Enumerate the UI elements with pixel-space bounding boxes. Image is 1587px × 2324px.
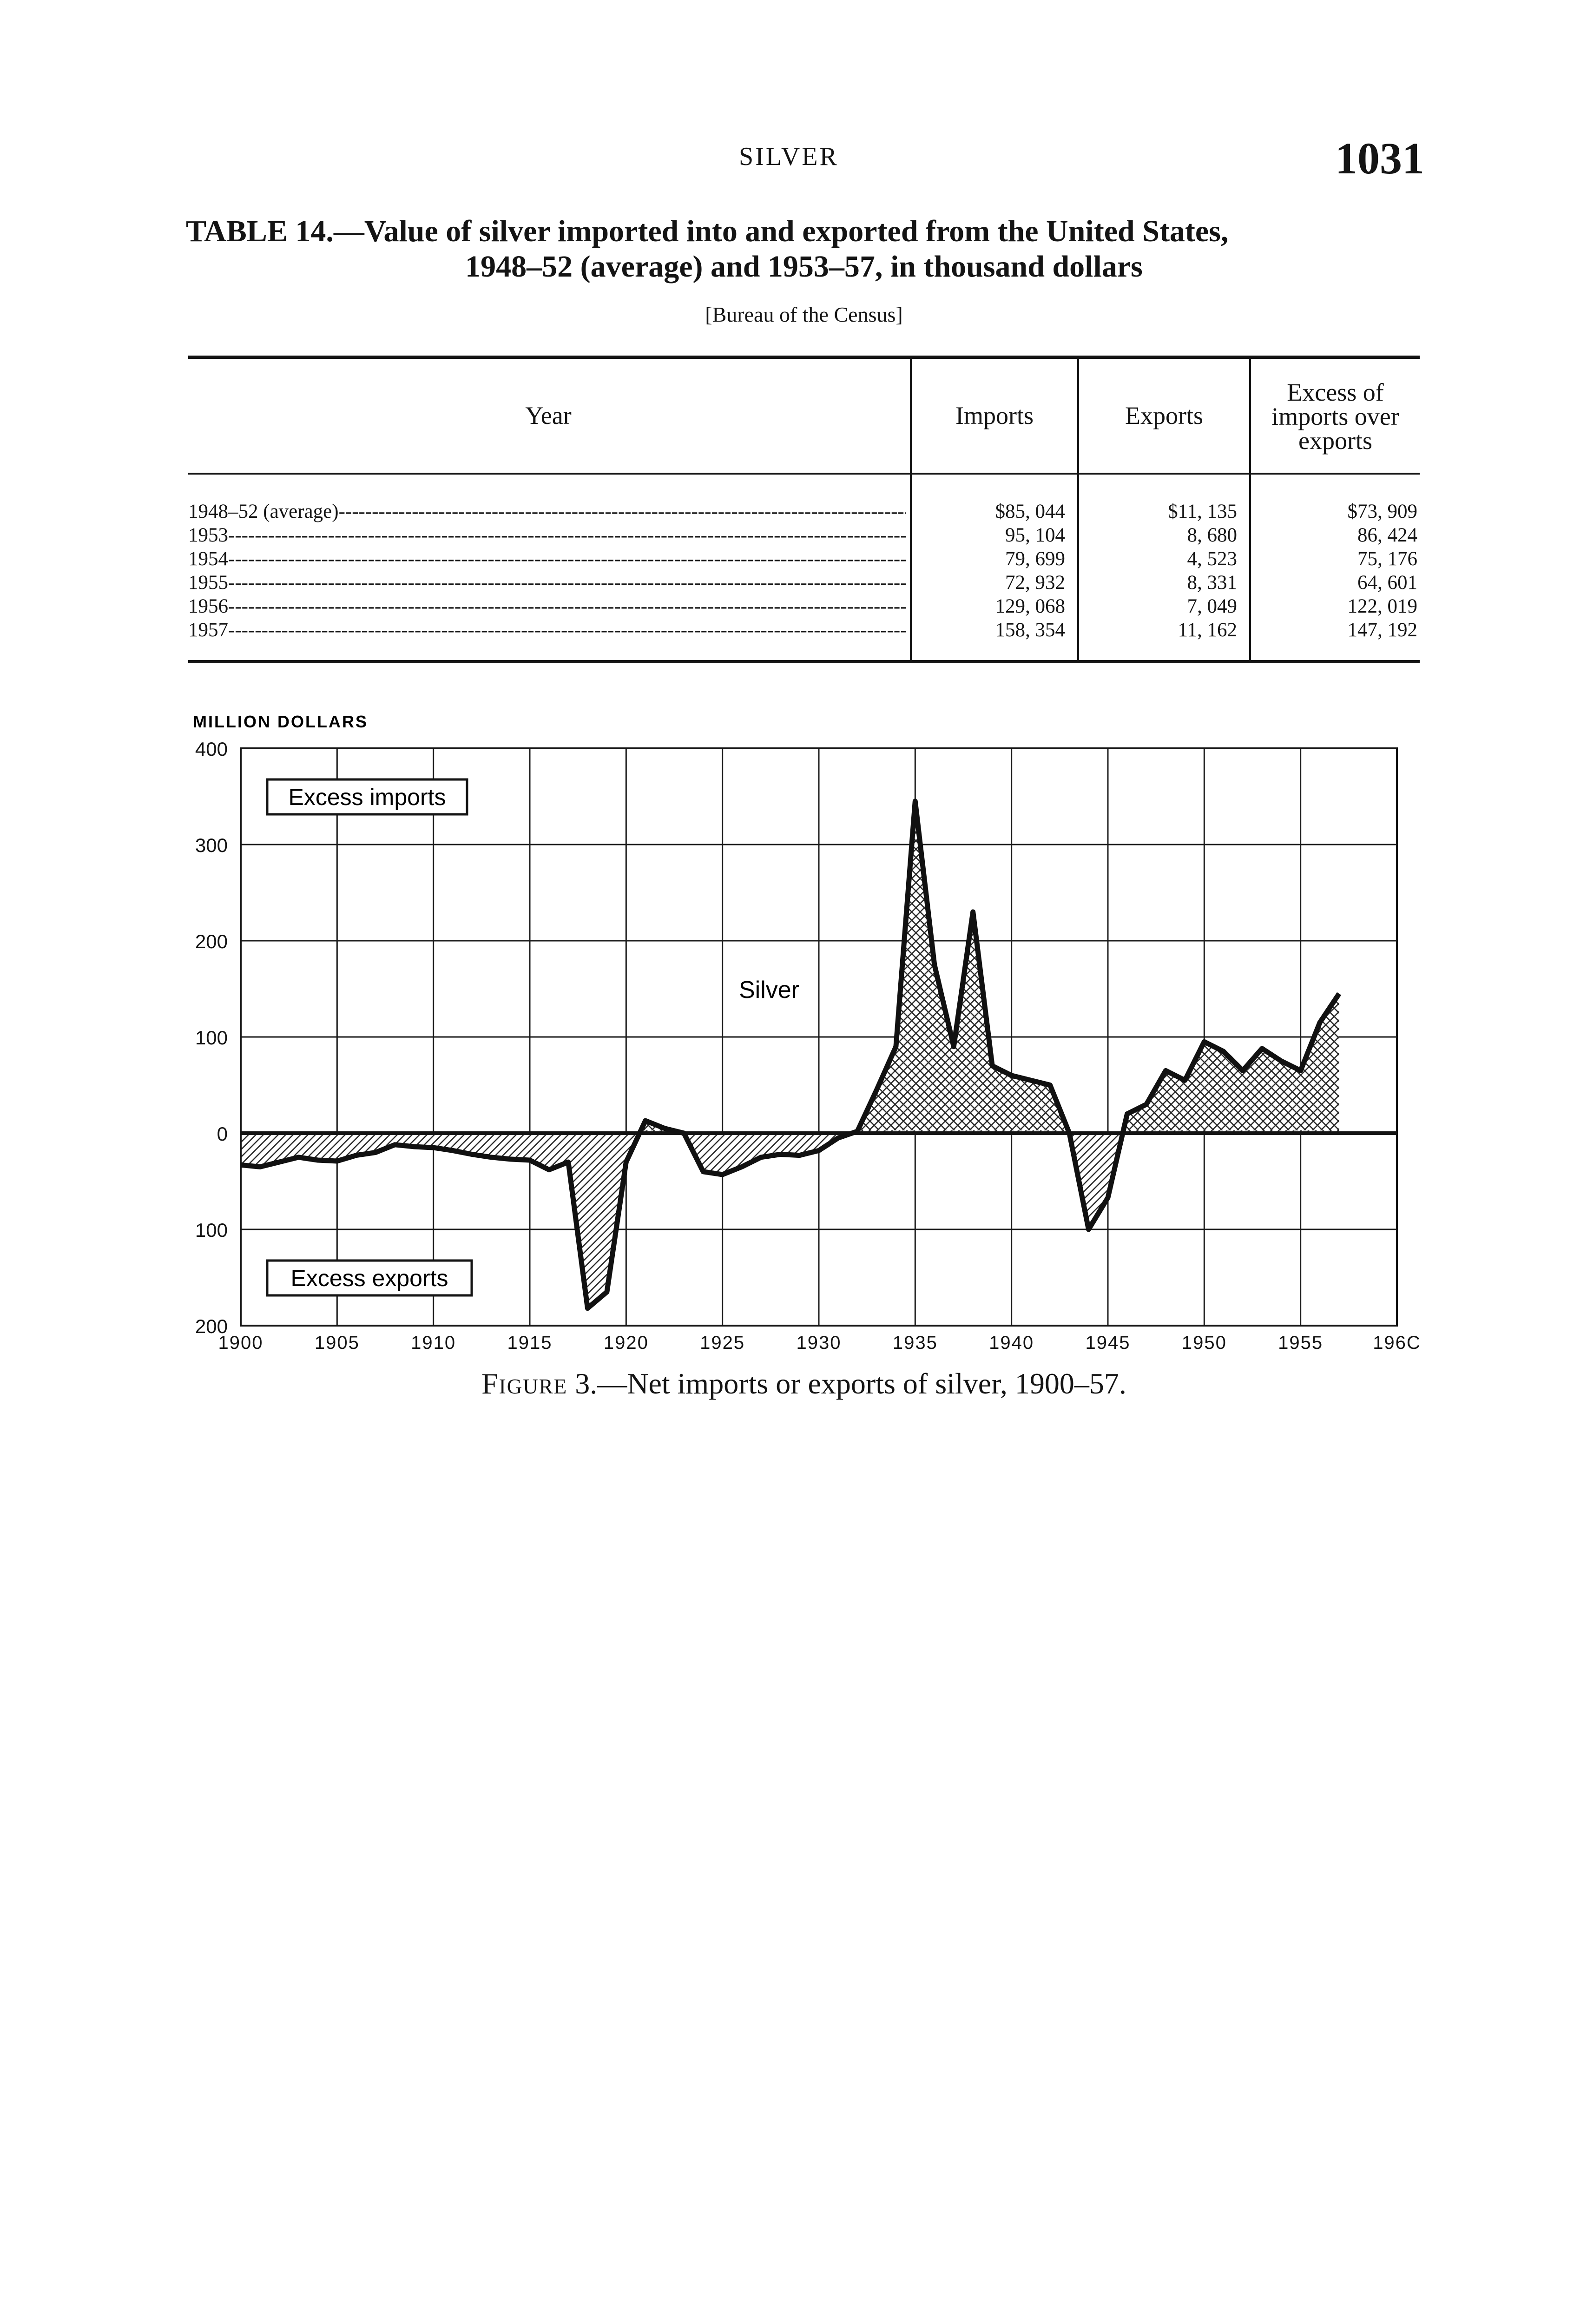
- column-header-imports: Imports: [955, 402, 1034, 429]
- year-label: 1954: [188, 548, 228, 570]
- y-tick-label: 200: [195, 931, 228, 952]
- year-label: 1953: [188, 524, 228, 546]
- excess-exports-area: [241, 801, 1339, 1308]
- imports-cell: 129, 068: [995, 595, 1065, 617]
- excess-cell: 122, 019: [1347, 595, 1417, 617]
- exports-cell: 7, 049: [1187, 595, 1237, 617]
- x-tick-label: 1945: [1085, 1333, 1131, 1353]
- excess-cell: 147, 192: [1347, 619, 1417, 641]
- x-tick-label: 1910: [411, 1333, 456, 1353]
- table-title-line-1: TABLE 14.—Value of silver imported into and exported from the United States,: [186, 214, 1229, 248]
- page-number: 1031: [1335, 133, 1424, 183]
- figure-caption-prefix: Figure: [481, 1367, 568, 1400]
- series-label-box: [725, 969, 813, 1006]
- chart-series: [241, 801, 1339, 1308]
- excess-cell: 75, 176: [1357, 548, 1417, 570]
- year-label: 1956: [188, 595, 228, 617]
- y-tick-label: 100: [195, 1219, 228, 1241]
- exports-cell: 4, 523: [1187, 548, 1237, 570]
- net-silver-line: [241, 801, 1339, 1308]
- y-tick-label: 100: [195, 1027, 228, 1049]
- y-tick-label: 400: [195, 738, 228, 760]
- excess-cell: $73, 909: [1347, 501, 1417, 522]
- y-tick-label: 300: [195, 834, 228, 856]
- excess-imports-area: [241, 801, 1339, 1308]
- chart-areas: [241, 801, 1339, 1308]
- table-title-line-2: 1948–52 (average) and 1953–57, in thousand dollars: [465, 250, 1143, 284]
- year-label: 1955: [188, 572, 228, 594]
- x-tick-label: 1930: [796, 1333, 842, 1353]
- column-header-year: Year: [525, 402, 572, 429]
- excess-imports-box: [267, 779, 467, 814]
- column-header-excess-line: Excess of: [1287, 378, 1384, 406]
- imports-cell: 72, 932: [1005, 572, 1065, 594]
- excess-cell: 64, 601: [1357, 572, 1417, 594]
- y-axis-label: MILLION DOLLARS: [193, 712, 368, 731]
- column-header-excess-line: exports: [1298, 427, 1372, 455]
- table-source: [Bureau of the Census]: [705, 303, 903, 326]
- x-tick-label: 1915: [507, 1333, 553, 1353]
- excess-exports-box: [267, 1261, 472, 1295]
- exports-cell: 8, 680: [1187, 524, 1237, 546]
- year-label: 1957: [188, 619, 228, 641]
- x-tick-label: 1925: [700, 1333, 745, 1353]
- x-tick-label: 1950: [1181, 1333, 1227, 1353]
- x-tick-label: 1955: [1278, 1333, 1324, 1353]
- x-tick-label: 1940: [989, 1333, 1034, 1353]
- excess-imports-label: Excess imports: [288, 784, 446, 810]
- exports-cell: $11, 135: [1168, 501, 1237, 522]
- imports-cell: 79, 699: [1005, 548, 1065, 570]
- x-tick-label: 196C: [1373, 1333, 1421, 1353]
- x-tick-label: 1905: [314, 1333, 360, 1353]
- y-tick-label: 200: [195, 1315, 228, 1337]
- figure-caption: [186, 1367, 1422, 1401]
- excess-cell: 86, 424: [1357, 524, 1417, 546]
- imports-cell: $85, 044: [995, 501, 1065, 522]
- x-tick-label: 1900: [218, 1333, 263, 1353]
- series-label: Silver: [738, 977, 800, 1004]
- year-label: 1948–52 (average): [188, 501, 339, 522]
- x-tick-label: 1935: [892, 1333, 938, 1353]
- imports-cell: 158, 354: [995, 619, 1065, 641]
- excess-exports-label: Excess exports: [290, 1265, 448, 1291]
- chart-grid: [241, 748, 1397, 1326]
- column-header-excess-line: imports over: [1271, 403, 1399, 430]
- x-tick-label: 1920: [603, 1333, 649, 1353]
- running-title: SILVER: [739, 142, 839, 171]
- y-tick-label: 0: [217, 1123, 228, 1145]
- figure-caption-text: 3.—Net imports or exports of silver, 1900–57.: [567, 1367, 1126, 1400]
- exports-cell: 11, 162: [1178, 619, 1237, 641]
- exports-cell: 8, 331: [1187, 572, 1237, 594]
- imports-cell: 95, 104: [1005, 524, 1065, 546]
- column-header-exports: Exports: [1125, 402, 1203, 429]
